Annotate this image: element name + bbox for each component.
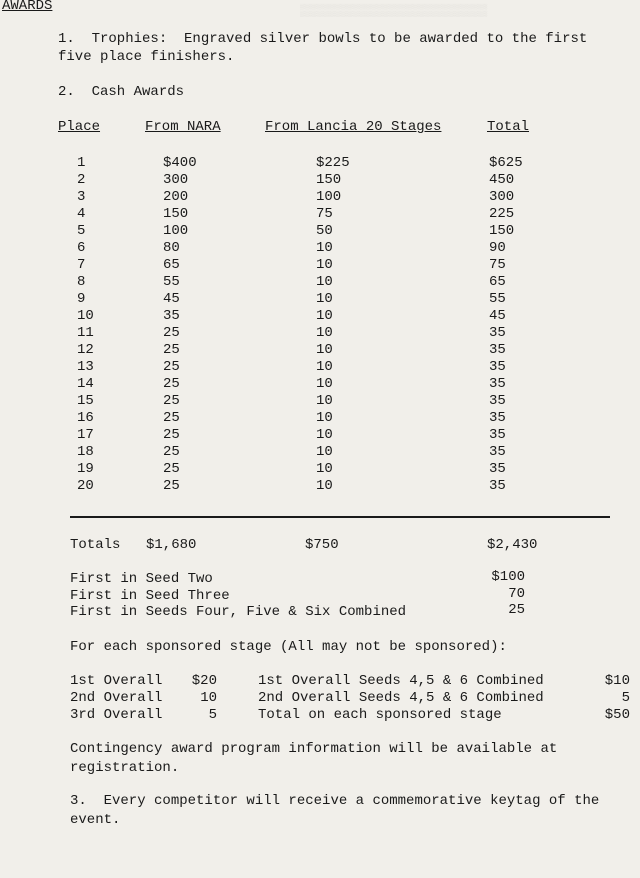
cell-total-2: 450 xyxy=(489,172,515,188)
cell-place-1: 1 xyxy=(77,155,86,171)
cell-total-13: 35 xyxy=(489,359,506,375)
cell-total-3: 300 xyxy=(489,189,515,205)
cell-lancia-10: 10 xyxy=(316,308,333,324)
contingency-line1: Contingency award program information will be available at xyxy=(70,741,558,757)
cell-nara-20: 25 xyxy=(163,478,180,494)
cell-total-14: 35 xyxy=(489,376,506,392)
cell-place-19: 19 xyxy=(77,461,94,477)
cell-lancia-3: 100 xyxy=(316,189,342,205)
cell-lancia-18: 10 xyxy=(316,444,333,460)
cell-nara-14: 25 xyxy=(163,376,180,392)
sponsored-right-value-2: 5 xyxy=(621,690,630,706)
sponsored-left-label-2: 2nd Overall xyxy=(70,690,163,706)
cell-total-11: 35 xyxy=(489,325,506,341)
cell-place-13: 13 xyxy=(77,359,94,375)
cell-total-19: 35 xyxy=(489,461,506,477)
totals-total: $2,430 xyxy=(487,537,538,553)
seed-value-1: $100 xyxy=(491,569,525,585)
cell-lancia-6: 10 xyxy=(316,240,333,256)
cell-place-4: 4 xyxy=(77,206,86,222)
section-heading: AWARDS xyxy=(2,0,53,14)
cell-total-20: 35 xyxy=(489,478,506,494)
cell-nara-7: 65 xyxy=(163,257,180,273)
item3-line1: 3. Every competitor will receive a commemorative keytag of the xyxy=(70,793,600,809)
seed-label-2: First in Seed Three xyxy=(70,588,230,604)
header-place: Place xyxy=(58,119,101,135)
cell-nara-4: 150 xyxy=(163,206,189,222)
cell-lancia-15: 10 xyxy=(316,393,333,409)
item1-line2: five place finishers. xyxy=(58,49,235,65)
cell-nara-16: 25 xyxy=(163,410,180,426)
sponsored-intro: For each sponsored stage (All may not be sponsored): xyxy=(70,639,507,655)
cell-nara-15: 25 xyxy=(163,393,180,409)
item3-line2: event. xyxy=(70,812,121,828)
cell-nara-9: 45 xyxy=(163,291,180,307)
totals-label: Totals xyxy=(70,537,121,553)
cell-place-9: 9 xyxy=(77,291,86,307)
cell-nara-18: 25 xyxy=(163,444,180,460)
cell-nara-17: 25 xyxy=(163,427,180,443)
cell-total-12: 35 xyxy=(489,342,506,358)
cell-total-16: 35 xyxy=(489,410,506,426)
totals-nara: $1,680 xyxy=(146,537,197,553)
sponsored-right-value-3: $50 xyxy=(604,707,630,723)
sponsored-right-label-3: Total on each sponsored stage xyxy=(258,707,502,723)
cell-lancia-19: 10 xyxy=(316,461,333,477)
cell-place-2: 2 xyxy=(77,172,86,188)
cell-nara-8: 55 xyxy=(163,274,180,290)
cell-place-10: 10 xyxy=(77,308,94,324)
cell-lancia-13: 10 xyxy=(316,359,333,375)
cell-lancia-5: 50 xyxy=(316,223,333,239)
sponsored-left-label-3: 3rd Overall xyxy=(70,707,163,723)
cell-nara-2: 300 xyxy=(163,172,189,188)
cell-nara-11: 25 xyxy=(163,325,180,341)
cell-nara-5: 100 xyxy=(163,223,189,239)
sponsored-left-label-1: 1st Overall xyxy=(70,673,163,689)
cell-lancia-8: 10 xyxy=(316,274,333,290)
sponsored-left-value-3: 5 xyxy=(208,707,217,723)
cell-lancia-20: 10 xyxy=(316,478,333,494)
sponsored-right-value-1: $10 xyxy=(604,673,630,689)
cell-total-7: 75 xyxy=(489,257,506,273)
cell-nara-13: 25 xyxy=(163,359,180,375)
cell-nara-6: 80 xyxy=(163,240,180,256)
cell-place-12: 12 xyxy=(77,342,94,358)
cell-lancia-9: 10 xyxy=(316,291,333,307)
cell-total-10: 45 xyxy=(489,308,506,324)
totals-lancia: $750 xyxy=(305,537,339,553)
seed-label-1: First in Seed Two xyxy=(70,571,213,587)
header-lancia: From Lancia 20 Stages xyxy=(265,119,442,135)
seed-value-3: 25 xyxy=(508,602,525,618)
seed-label-3: First in Seeds Four, Five & Six Combined xyxy=(70,604,407,620)
cell-nara-1: $400 xyxy=(163,155,197,171)
cell-total-5: 150 xyxy=(489,223,515,239)
cell-place-18: 18 xyxy=(77,444,94,460)
cell-nara-10: 35 xyxy=(163,308,180,324)
cell-place-6: 6 xyxy=(77,240,86,256)
cell-total-6: 90 xyxy=(489,240,506,256)
cell-place-15: 15 xyxy=(77,393,94,409)
cell-lancia-11: 10 xyxy=(316,325,333,341)
cell-total-9: 55 xyxy=(489,291,506,307)
cell-lancia-14: 10 xyxy=(316,376,333,392)
cell-place-14: 14 xyxy=(77,376,94,392)
cell-total-18: 35 xyxy=(489,444,506,460)
cell-place-20: 20 xyxy=(77,478,94,494)
cell-total-4: 225 xyxy=(489,206,515,222)
contingency-line2: registration. xyxy=(70,760,180,776)
sponsored-left-value-2: 10 xyxy=(200,690,217,706)
cell-place-8: 8 xyxy=(77,274,86,290)
cell-total-17: 35 xyxy=(489,427,506,443)
cell-lancia-12: 10 xyxy=(316,342,333,358)
cell-total-15: 35 xyxy=(489,393,506,409)
cell-place-17: 17 xyxy=(77,427,94,443)
cell-lancia-17: 10 xyxy=(316,427,333,443)
bleed-through-texture: ▒▒▒▒▒▒▒▒▒▒▒▒▒▒▒▒▒▒▒▒▒▒▒▒▒▒ xyxy=(300,4,488,18)
cell-total-1: $625 xyxy=(489,155,523,171)
cell-nara-19: 25 xyxy=(163,461,180,477)
item1-line1: 1. Trophies: Engraved silver bowls to be awarded to the first xyxy=(58,31,588,47)
header-total: Total xyxy=(487,119,530,135)
cell-place-3: 3 xyxy=(77,189,86,205)
cell-lancia-16: 10 xyxy=(316,410,333,426)
sponsored-right-label-2: 2nd Overall Seeds 4,5 & 6 Combined xyxy=(258,690,544,706)
header-nara: From NARA xyxy=(145,119,221,135)
cell-lancia-7: 10 xyxy=(316,257,333,273)
totals-rule xyxy=(70,516,610,518)
cell-lancia-1: $225 xyxy=(316,155,350,171)
cell-lancia-2: 150 xyxy=(316,172,342,188)
cell-nara-12: 25 xyxy=(163,342,180,358)
cash-awards-title: 2. Cash Awards xyxy=(58,84,185,100)
sponsored-right-label-1: 1st Overall Seeds 4,5 & 6 Combined xyxy=(258,673,544,689)
cell-place-16: 16 xyxy=(77,410,94,426)
cell-place-7: 7 xyxy=(77,257,86,273)
cell-total-8: 65 xyxy=(489,274,506,290)
seed-value-2: 70 xyxy=(508,586,525,602)
sponsored-left-value-1: $20 xyxy=(191,673,217,689)
cell-place-5: 5 xyxy=(77,223,86,239)
cell-place-11: 11 xyxy=(77,325,94,341)
cell-nara-3: 200 xyxy=(163,189,189,205)
cell-lancia-4: 75 xyxy=(316,206,333,222)
